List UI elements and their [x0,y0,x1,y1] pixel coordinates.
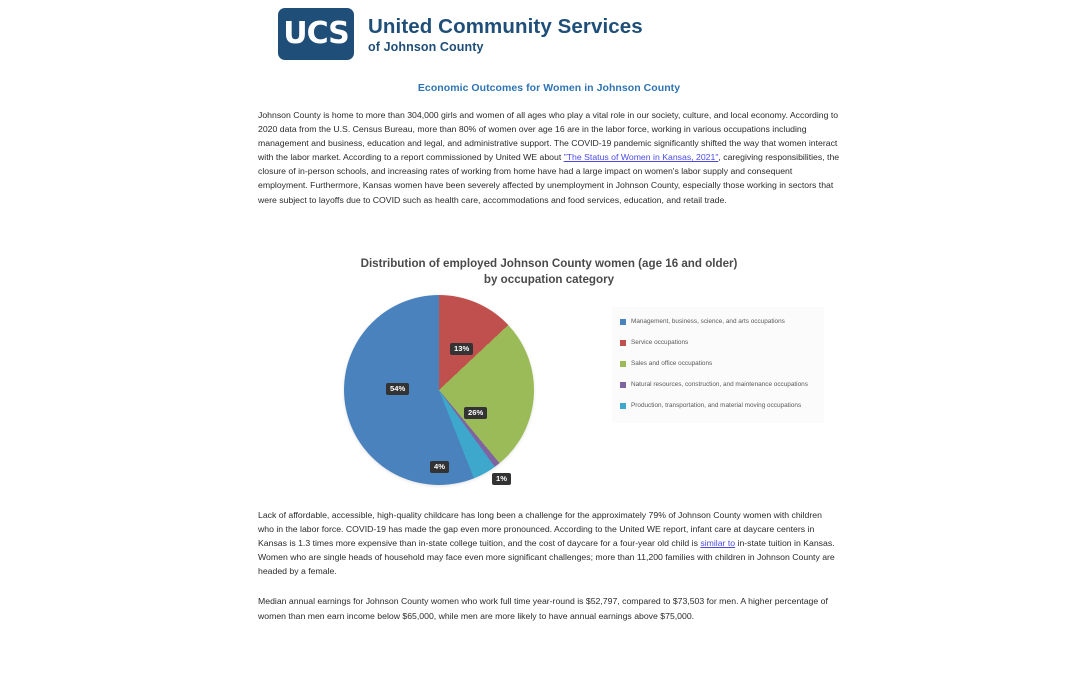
ucs-logo [278,8,354,60]
pie-slice-label-production: 4% [430,461,449,473]
organization-name [368,14,643,55]
legend-label-natural-resources: Natural resources, construction, and maintenance occupations [631,381,808,389]
chart-plot-area [258,293,840,493]
paragraph-childcare-text-after-link: in-state tuition in Kansas. Women who are single heads of household may face even more significant challenges; more than 11,200 families with children in Johnson County are headed by a female. [258,538,835,577]
chart-title [258,252,840,287]
pie-slice-label-management: 54% [386,383,409,395]
pie-chart [344,295,534,485]
logo-text: UCS [283,16,349,51]
chart-legend [612,307,824,423]
legend-swatch-service-icon [620,340,626,346]
document-upper-content [258,82,840,219]
legend-swatch-management-icon [620,319,626,325]
legend-item-natural-resources [620,380,816,390]
occupation-distribution-chart [258,252,840,502]
paragraph-earnings: Median annual earnings for Johnson County women who work full time year-round is $52,797, compared to $73,503 for men. A higher percentage of women than men earn income below $65,000, while men are more likely to have annual earnings above $75,000. [258,596,828,621]
paragraph-intro [258,108,840,207]
legend-label-management: Management, business, science, and arts occupations [631,318,785,326]
legend-label-service: Service occupations [631,339,689,347]
pie-slice-label-sales-office: 26% [464,407,487,419]
legend-item-sales-office [620,359,816,369]
similar-to-link[interactable]: similar to [700,538,736,549]
legend-item-management [620,317,816,327]
pie-slice-label-service: 13% [450,343,473,355]
legend-label-sales-office: Sales and office occupations [631,360,713,368]
pie-slice-label-natural-resources: 1% [492,473,511,485]
legend-swatch-natural-resources-icon [620,382,626,388]
legend-label-production: Production, transportation, and material moving occupations [631,401,802,409]
chart-title-line-2: by occupation category [483,272,615,286]
legend-swatch-production-icon [620,403,626,409]
legend-swatch-sales-office-icon [620,361,626,367]
paragraph-intro-text-after-link: , caregiving responsibilities, the closure of in-person schools, and increasing rates of working from home have had a large impact on women's labor supply and consequent employment. Furthermore, Kansas women have been severely affected by unemployment in Johnson County, especially those working in sectors that were subject to layoffs due to COVID such as health care, accommodations and food services, education, and retail trade. [258,152,840,205]
status-of-women-report-link[interactable]: "The Status of Women in Kansas, 2021" [563,152,719,163]
organization-name-secondary: of Johnson County [368,40,484,55]
organization-header [278,8,643,60]
legend-item-service [620,338,816,348]
chart-title-line-1: Distribution of employed Johnson County women (age 16 and older) [360,257,738,270]
paragraph-childcare-text-before-link: Lack of affordable, accessible, high-quality childcare has long been a challenge for the approximately 79% of Johnson County women with children who in the labor force. COVID-19 has made the gap even more pronounced. According to the United WE report, infant care at daycare centers in Kansas is 1.3 times more expensive than in-state college tuition, and the cost of daycare for a four-year old child is [258,510,822,549]
paragraph-childcare [258,508,840,578]
page-title: Economic Outcomes for Women in Johnson County [417,82,681,94]
organization-name-primary: United Community Services [368,14,643,38]
pie-graphic [344,295,534,485]
document-lower-content [258,508,840,635]
paragraph-intro-text-before-link: Johnson County is home to more than 304,000 girls and women of all ages who play a vital role in our society, culture, and local economy. According to 2020 data from the U.S. Census Bureau, more than 80% of women over age 16 are in the labor force, working in various occupations including management and business, education and legal, and administrative support. The COVID-19 pandemic significantly shifted the way that women interact with the labor market. According to a report commissioned by United WE about [258,110,839,163]
legend-item-production [620,401,816,411]
